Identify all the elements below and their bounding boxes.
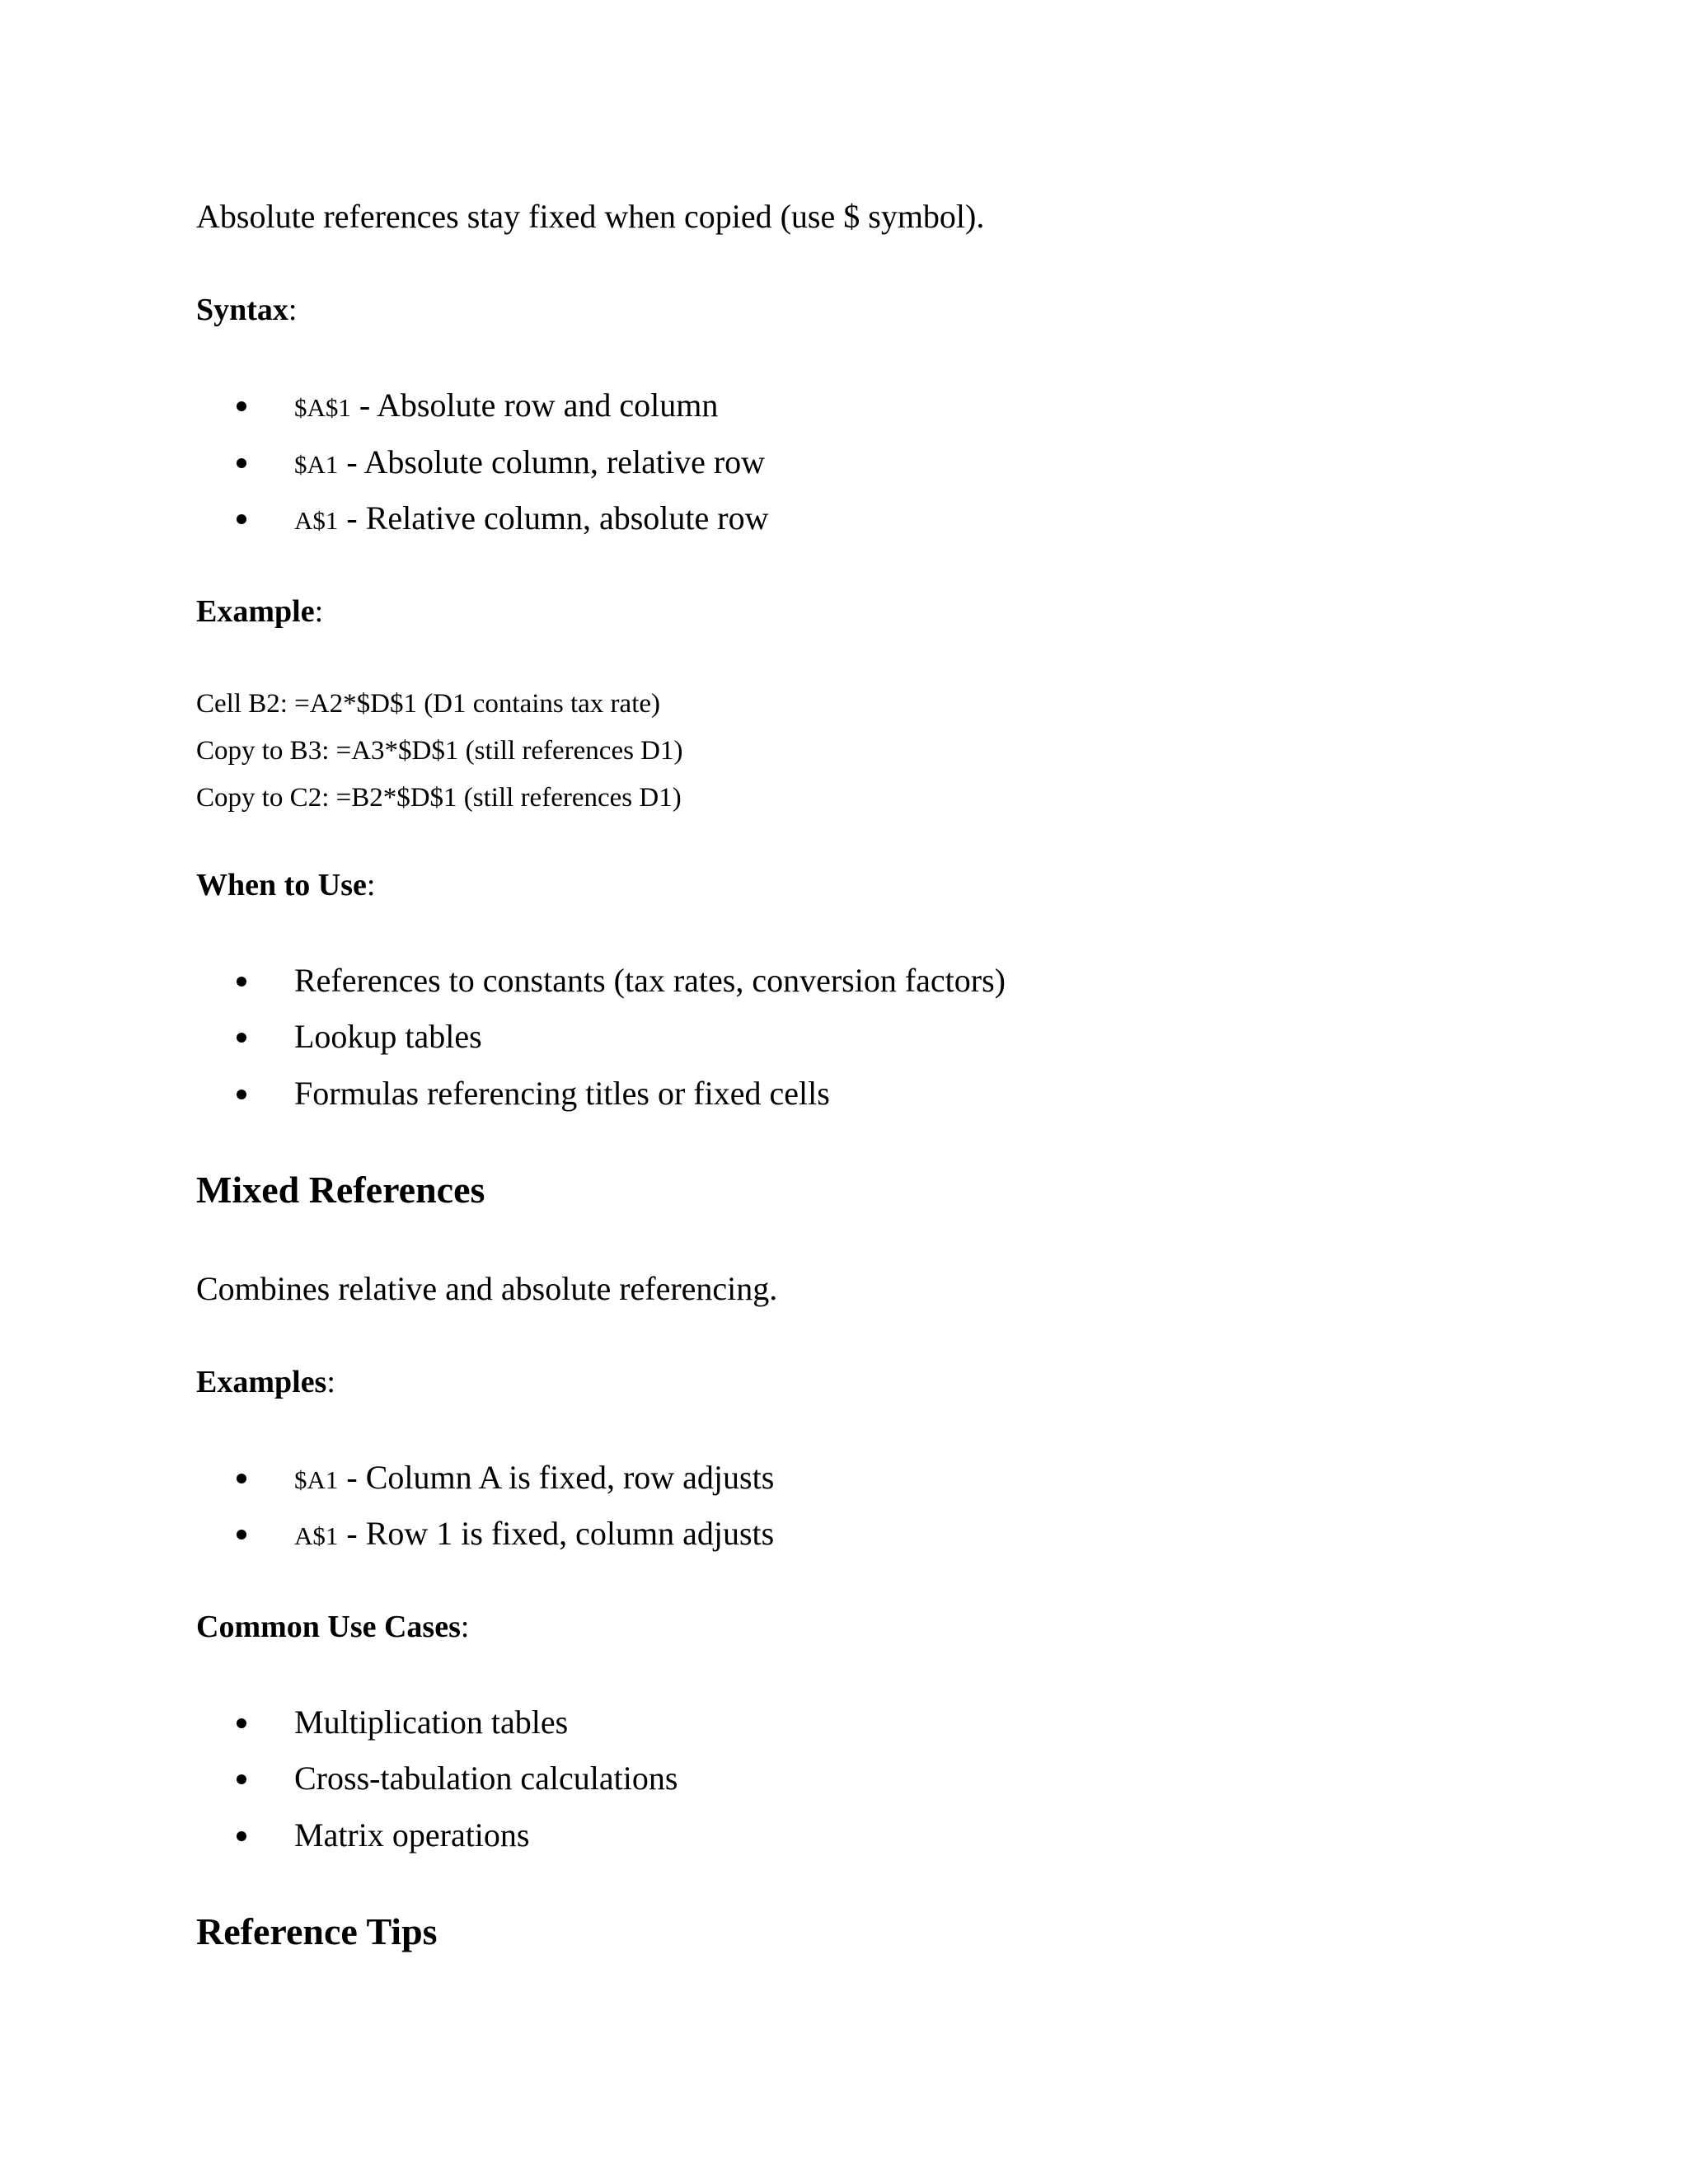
syntax-label	[196, 294, 297, 326]
example-label	[196, 596, 323, 627]
bullet-icon	[237, 1474, 246, 1483]
use-case-item-text: Cross-tabulation calculations	[294, 1760, 678, 1797]
example-code-line: Cell B2: =A2*$D$1 (D1 contains tax rate)	[196, 689, 660, 719]
bullet-icon	[237, 1530, 246, 1540]
when-to-use-item-text: References to constants (tax rates, conversion factors)	[294, 962, 1006, 999]
bullet-icon	[237, 1033, 246, 1043]
syntax-item-text: - Relative column, absolute row	[338, 499, 769, 537]
syntax-item-code: $A$1	[294, 393, 351, 422]
syntax-item-content	[294, 443, 766, 480]
when-to-use-item-text: Formulas referencing titles or fixed cells	[294, 1075, 830, 1112]
when-to-use-label	[196, 869, 375, 901]
common-use-cases-label-colon: :	[460, 1610, 470, 1644]
when-to-use-label-colon: :	[366, 868, 376, 902]
mixed-example-text: - Row 1 is fixed, column adjusts	[338, 1515, 775, 1552]
mixed-example-content	[294, 1461, 774, 1494]
section-heading-reference-tips: Reference Tips	[196, 1910, 438, 1952]
when-to-use-item-text: Lookup tables	[294, 1018, 482, 1055]
example-label-text: Example	[196, 594, 315, 629]
mixed-example-content	[294, 1517, 774, 1550]
mixed-example-text: - Column A is fixed, row adjusts	[338, 1459, 775, 1496]
example-code-line: Copy to C2: =B2*$D$1 (still references D1)	[196, 783, 682, 813]
syntax-item-code: A$1	[294, 506, 339, 535]
syntax-item-content	[294, 499, 769, 537]
syntax-item-text: - Absolute column, relative row	[338, 443, 766, 480]
examples-label	[196, 1366, 335, 1398]
example-label-colon: :	[314, 594, 324, 629]
syntax-item-content	[294, 389, 718, 422]
examples-label-text: Examples	[196, 1365, 327, 1399]
syntax-item-code: $A1	[294, 450, 339, 479]
bullet-icon	[237, 1090, 246, 1099]
use-case-item-text: Multiplication tables	[294, 1704, 569, 1741]
bullet-icon	[237, 1831, 246, 1841]
when-to-use-label-text: When to Use	[196, 868, 367, 902]
example-code-line: Copy to B3: =A3*$D$1 (still references D1)	[196, 736, 683, 766]
bullet-icon	[237, 514, 246, 524]
mixed-example-code: A$1	[294, 1521, 339, 1550]
bullet-icon	[237, 1718, 246, 1728]
use-case-item-text: Matrix operations	[294, 1816, 530, 1854]
syntax-label-text: Syntax	[196, 293, 288, 327]
bullet-icon	[237, 1774, 246, 1784]
common-use-cases-label	[196, 1611, 469, 1643]
bullet-icon	[237, 458, 246, 468]
bullet-icon	[237, 977, 246, 987]
mixed-example-code: $A1	[294, 1465, 339, 1494]
syntax-item-text: - Absolute row and column	[350, 387, 719, 424]
examples-label-colon: :	[326, 1365, 335, 1399]
common-use-cases-label-text: Common Use Cases	[196, 1610, 461, 1644]
mixed-description: Combines relative and absolute referencing.	[196, 1270, 778, 1307]
syntax-label-colon: :	[288, 293, 298, 327]
bullet-icon	[237, 401, 246, 411]
intro-paragraph: Absolute references stay fixed when copied (use $ symbol).	[196, 198, 985, 235]
section-heading-mixed-references: Mixed References	[196, 1169, 485, 1211]
